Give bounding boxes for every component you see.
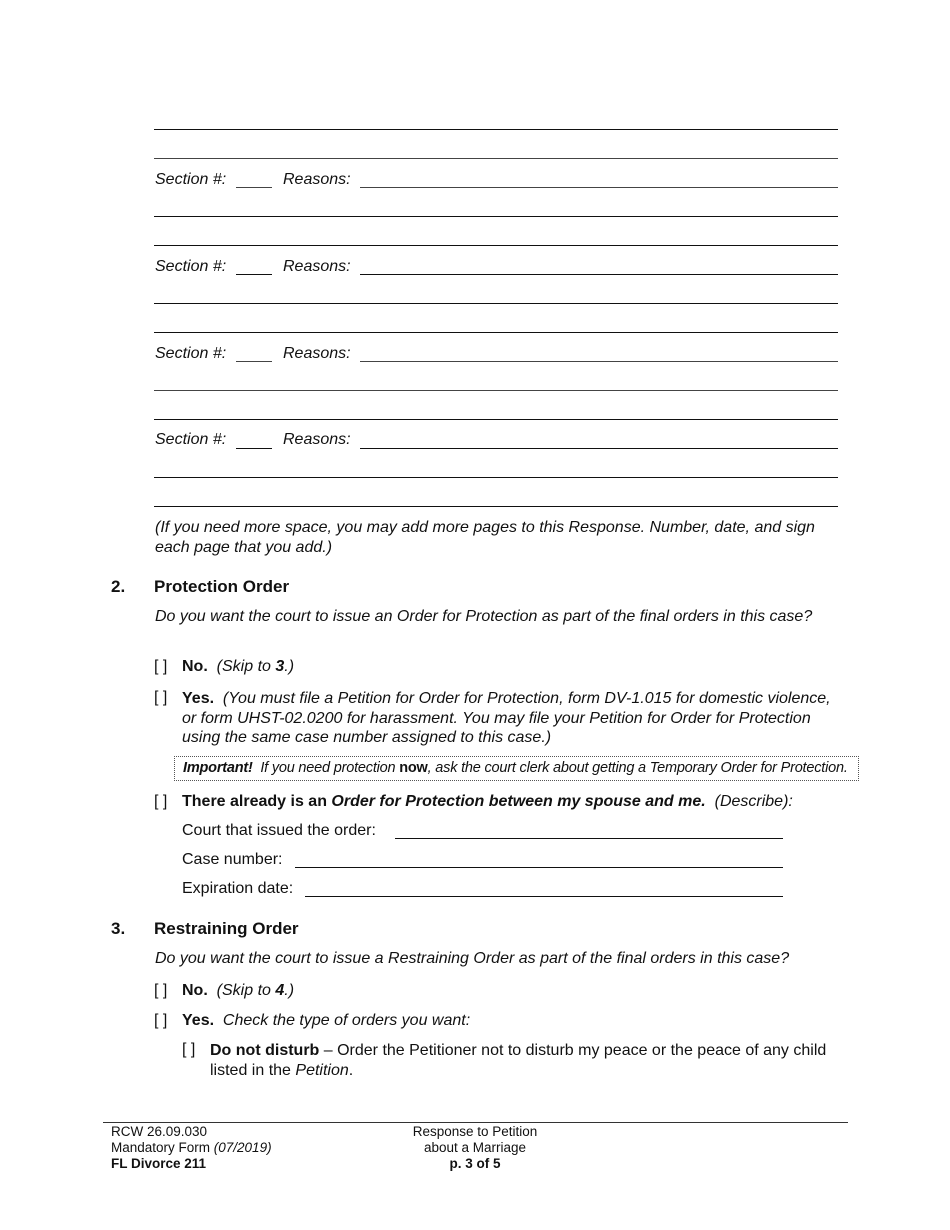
section-number-label: Section #: <box>155 345 227 362</box>
checkbox[interactable]: [ ] <box>154 658 168 675</box>
blank-line[interactable] <box>154 303 838 304</box>
expiration-date-label: Expiration date: <box>182 880 294 897</box>
checkbox[interactable]: [ ] <box>182 1041 196 1058</box>
skip-prefix: (Skip to <box>216 658 276 675</box>
court-issued-label: Court that issued the order: <box>182 822 376 839</box>
important-emphasis: now <box>399 760 428 776</box>
do-not-disturb-text: – Order the Petitioner not to disturb my peace or the peace of any child listed in the <box>210 1042 827 1079</box>
skip-suffix: .) <box>284 658 295 675</box>
existing-order-label: There already is an <box>182 793 332 810</box>
skip-target: 4 <box>275 982 285 999</box>
section-3-question: Do you want the court to issue a Restraining Order as part of the final orders in this case? <box>155 950 790 967</box>
footer-page-number: p. 3 of 5 <box>449 1156 501 1171</box>
footer-left <box>111 1124 272 1172</box>
skip-prefix: (Skip to <box>216 982 276 999</box>
court-issued-field[interactable] <box>395 838 783 839</box>
footer-form-id: FL Divorce 211 <box>111 1156 207 1171</box>
existing-order-label-line <box>182 793 793 811</box>
section-2-question: Do you want the court to issue an Order for Protection as part of the final orders in this case? <box>155 608 813 625</box>
reasons-field[interactable] <box>360 187 838 188</box>
important-notice <box>174 756 859 781</box>
no-label: No. <box>182 982 208 999</box>
skip-target: 3 <box>275 658 285 675</box>
important-text: If you need protection <box>252 760 400 776</box>
blank-line[interactable] <box>154 477 838 478</box>
footer-statute: RCW 26.09.030 <box>111 1124 208 1139</box>
reasons-label: Reasons: <box>283 171 351 188</box>
reasons-label: Reasons: <box>283 345 351 362</box>
section-2-number: 2. <box>111 577 126 596</box>
yes-label: Yes. <box>182 690 215 707</box>
restraining-yes-label-line <box>182 1012 470 1030</box>
protection-no-label-line <box>182 658 294 676</box>
footer-center <box>375 1124 575 1172</box>
section-number-label: Section #: <box>155 171 227 188</box>
footer-title-line1: Response to Petition <box>412 1124 538 1139</box>
blank-line[interactable] <box>154 216 838 217</box>
checkbox[interactable]: [ ] <box>154 793 168 810</box>
do-not-disturb-label: Do not disturb <box>210 1042 320 1059</box>
section-number-label: Section #: <box>155 431 227 448</box>
blank-line[interactable] <box>154 129 838 130</box>
checkbox[interactable]: [ ] <box>154 982 168 999</box>
section-3-title: Restraining Order <box>154 919 299 938</box>
blank-line[interactable] <box>154 390 838 391</box>
footer-divider <box>103 1122 848 1123</box>
footer-mandatory-form <box>111 1140 272 1156</box>
form-date: (07/2019) <box>213 1140 272 1155</box>
blank-line[interactable] <box>154 506 838 507</box>
important-label: Important! <box>183 760 253 776</box>
checkbox[interactable]: [ ] <box>154 689 168 706</box>
yes-instructions: (You must file a Petition for Order for Protection, form DV-1.015 for domestic violence, or form UHST-02.0200 for harassment. You may file your Petition for Order for Protection using the same case number assigned to this case.) <box>182 690 831 746</box>
existing-order-label-emph: Order for Protection between my spouse and me. <box>331 793 706 810</box>
expiration-date-field[interactable] <box>305 896 783 897</box>
blank-line[interactable] <box>154 419 838 420</box>
reasons-label: Reasons: <box>283 431 351 448</box>
section-2-title: Protection Order <box>154 577 290 596</box>
no-label: No. <box>182 658 208 675</box>
case-number-field[interactable] <box>295 867 783 868</box>
case-number-label: Case number: <box>182 851 283 868</box>
petition-ref: Petition <box>295 1061 349 1079</box>
section-number-field[interactable] <box>236 361 272 362</box>
section-number-field[interactable] <box>236 274 272 275</box>
reasons-field[interactable] <box>360 274 838 275</box>
yes-instructions: Check the type of orders you want: <box>222 1012 471 1029</box>
section-number-field[interactable] <box>236 187 272 188</box>
reasons-field[interactable] <box>360 448 838 449</box>
reasons-field[interactable] <box>360 361 838 362</box>
checkbox[interactable]: [ ] <box>154 1012 168 1029</box>
restraining-no-label-line <box>182 982 294 1000</box>
more-space-note: (If you need more space, you may add more pages to this Response. Number, date, and sign each page that you add.) <box>155 519 815 556</box>
section-number-field[interactable] <box>236 448 272 449</box>
skip-suffix: .) <box>284 982 295 999</box>
blank-line[interactable] <box>154 245 838 246</box>
yes-label: Yes. <box>182 1012 215 1029</box>
footer-title-line2: about a Marriage <box>423 1140 527 1155</box>
describe-label: (Describe): <box>714 793 793 810</box>
do-not-disturb-text-block <box>210 1041 840 1080</box>
section-number-label: Section #: <box>155 258 227 275</box>
mandatory-form-label: Mandatory Form <box>111 1140 214 1155</box>
period: . <box>348 1061 354 1079</box>
blank-line[interactable] <box>154 332 838 333</box>
protection-yes-text-block <box>182 689 842 748</box>
blank-line[interactable] <box>154 158 838 159</box>
section-3-number: 3. <box>111 919 126 938</box>
reasons-label: Reasons: <box>283 258 351 275</box>
important-text-rest: , ask the court clerk about getting a Temporary Order for Protection. <box>427 760 848 776</box>
